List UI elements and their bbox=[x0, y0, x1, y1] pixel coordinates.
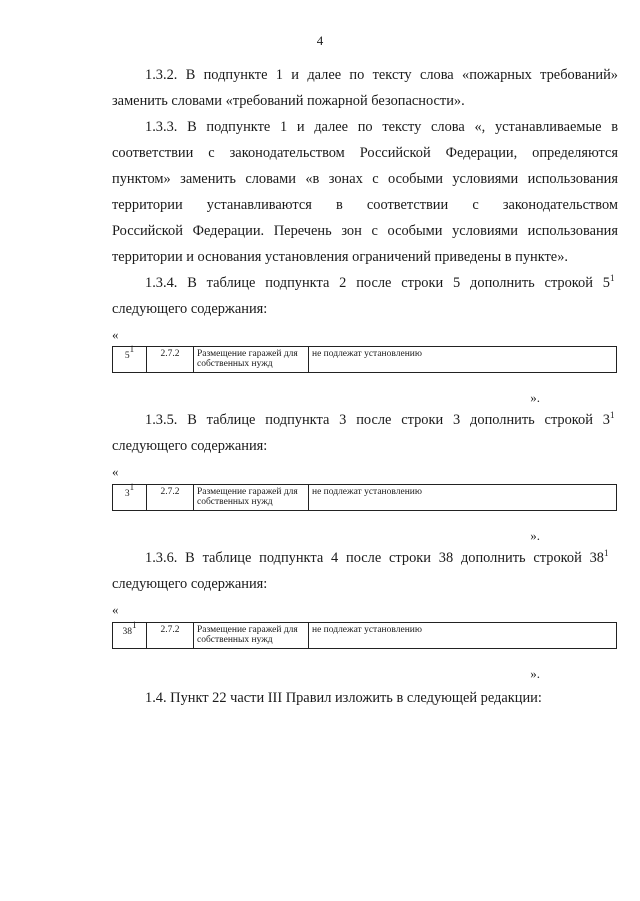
p136-text: 1.3.6. В таблице подпункта 4 после строки 38 дополнить строкой 38 bbox=[145, 550, 604, 566]
close-quote-2: ». bbox=[530, 528, 540, 543]
p135-sup: 1 bbox=[610, 410, 615, 420]
row-number: $5^1$ bbox=[113, 347, 147, 373]
row-name: Размещение гаражей для собственных нужд bbox=[194, 623, 309, 649]
row-value: не подлежат установлению bbox=[309, 623, 617, 649]
p136-line-1 bbox=[145, 549, 618, 567]
open-quote-3: « bbox=[112, 602, 119, 617]
row-number: $38^1$ bbox=[113, 623, 147, 649]
close-quote-1: ». bbox=[530, 390, 540, 405]
p133-line-5: Российской Федерации. Перечень зон с особыми условиями использования bbox=[112, 223, 618, 239]
p133-line-3: пунктом» заменить словами «в зонах с особыми условиями использования bbox=[112, 171, 618, 187]
p132-line-1: 1.3.2. В подпункте 1 и далее по тексту слова «пожарных требований» bbox=[145, 67, 618, 83]
p135-text: 1.3.5. В таблице подпункта 3 после строки 3 дополнить строкой 3 bbox=[145, 412, 610, 428]
insert-table-2 bbox=[112, 484, 617, 511]
p14-line: 1.4. Пункт 22 части III Правил изложить в следующей редакции: bbox=[145, 690, 542, 706]
p134-line-2: следующего содержания: bbox=[112, 301, 268, 317]
table-row bbox=[113, 623, 617, 649]
row-value: не подлежат установлению bbox=[309, 347, 617, 373]
p136-sup: 1 bbox=[604, 548, 609, 558]
row-name: Размещение гаражей для собственных нужд bbox=[194, 485, 309, 511]
p135-line-2: следующего содержания: bbox=[112, 438, 268, 454]
p134-line-1 bbox=[145, 274, 618, 292]
table-row bbox=[113, 347, 617, 373]
row-value: не подлежат установлению bbox=[309, 485, 617, 511]
p133-line-4: территории устанавливаются в соответствии с законодательством bbox=[112, 197, 618, 213]
row-code: 2.7.2 bbox=[147, 485, 194, 511]
p133-line-1: 1.3.3. В подпункте 1 и далее по тексту слова «, устанавливаемые в bbox=[145, 119, 618, 135]
row-code: 2.7.2 bbox=[147, 623, 194, 649]
p134-text: 1.3.4. В таблице подпункта 2 после строки 5 дополнить строкой 5 bbox=[145, 275, 610, 291]
close-quote-3: ». bbox=[530, 666, 540, 681]
p134-sup: 1 bbox=[610, 273, 615, 283]
p135-line-1 bbox=[145, 411, 618, 429]
row-name: Размещение гаражей для собственных нужд bbox=[194, 347, 309, 373]
p132-line-2: заменить словами «требований пожарной безопасности». bbox=[112, 93, 465, 109]
open-quote-1: « bbox=[112, 327, 119, 342]
p133-line-6: территории и основания установления ограничений приведены в пункте». bbox=[112, 249, 568, 265]
open-quote-2: « bbox=[112, 464, 119, 479]
p136-line-2: следующего содержания: bbox=[112, 576, 268, 592]
row-number: $3^1$ bbox=[113, 485, 147, 511]
table-row bbox=[113, 485, 617, 511]
row-code: 2.7.2 bbox=[147, 347, 194, 373]
insert-table-1 bbox=[112, 346, 617, 373]
page-number: 4 bbox=[316, 33, 324, 48]
p133-line-2: соответствии с законодательством Российской Федерации, определяются bbox=[112, 145, 618, 161]
insert-table-3 bbox=[112, 622, 617, 649]
